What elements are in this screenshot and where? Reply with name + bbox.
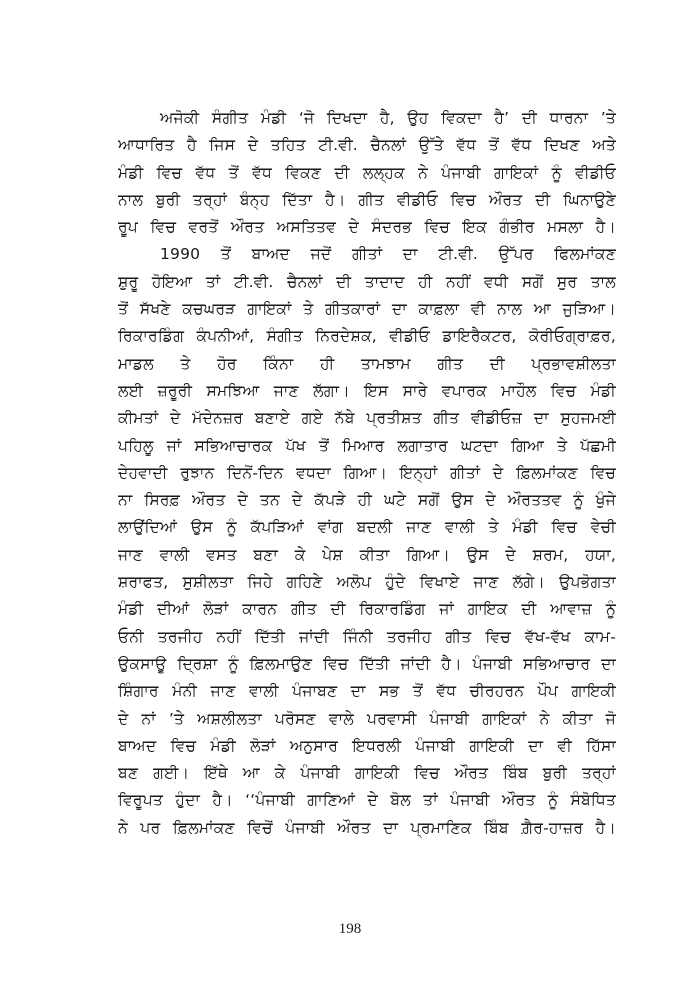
paragraph-2 xyxy=(118,241,616,896)
text-line: ਪਹਿਲੂ ਜਾਂ ਸਭਿਆਚਾਰਕ ਪੱਖ ਤੋਂ ਮਿਆਰ ਲਗਾਤਾਰ ਘਟਦਾ ਗਿਆ ਤੇ ਪੱਛਮੀ xyxy=(118,436,616,455)
text-line: ਆਧਾਰਿਤ ਹੈ ਜਿਸ ਦੇ ਤਹਿਤ ਟੀ.ਵੀ. ਚੈਨਲਾਂ ਉੱਤੇ ਵੱਧ ਤੋਂ ਵੱਧ ਦਿਖਣ ਅਤੇ xyxy=(118,136,616,155)
page-number: 198 xyxy=(338,921,362,937)
text-line: ਸ਼ਰਾਫਤ, ਸੁਸ਼ੀਲਤਾ ਜਿਹੇ ਗਹਿਣੇ ਅਲੋਪ ਹੁੰਦੇ ਵਿਖਾਏ ਜਾਣ ਲੱਗੇ। ਉਪਭੋਗਤਾ xyxy=(118,573,616,592)
text-line xyxy=(118,842,616,869)
text-line: ਬਣ ਗਈ। ਇੱਥੇ ਆ ਕੇ ਪੰਜਾਬੀ ਗਾਇਕੀ ਵਿਚ ਔਰਤ ਬਿੰਬ ਬੁਰੀ ਤਰ੍ਹਾਂ xyxy=(118,764,616,783)
text-line: 1990 ਤੋਂ ਬਾਅਦ ਜਦੋਂ ਗੀਤਾਂ ਦਾ ਟੀ.ਵੀ. ਉੱਪਰ ਫਿਲਮਾਂਕਣ xyxy=(160,245,616,264)
text-line: ਤੋਂ ਸੱਖਣੇ ਕਚਘਰੜ ਗਾਇਕਾਂ ਤੇ ਗੀਤਕਾਰਾਂ ਦਾ ਕਾਫ਼ਲਾ ਵੀ ਨਾਲ ਆ ਜੁੜਿਆ। xyxy=(118,300,616,319)
text-line: ਉਕਸਾਊ ਦ੍ਰਿਸ਼ਾ ਨੂੰ ਫ਼ਿਲਮਾਉਣ ਵਿਚ ਦਿੱਤੀ ਜਾਂਦੀ ਹੈ। ਪੰਜਾਬੀ ਸਭਿਆਚਾਰ ਦਾ xyxy=(118,654,616,673)
text-line: ਅਜੋਕੀ ਸੰਗੀਤ ਮੰਡੀ ‘ਜੋ ਦਿਖਦਾ ਹੈ, ਉਹ ਵਿਕਦਾ ਹੈ’ ਦੀ ਧਾਰਨਾ ’ਤੇ xyxy=(160,109,616,127)
text-line xyxy=(118,869,616,896)
text-line: ਸ਼ਿੰਗਾਰ ਮੰਨੀ ਜਾਣ ਵਾਲੀ ਪੰਜਾਬਣ ਦਾ ਸਭ ਤੋਂ ਵੱਧ ਚੀਰਹਰਨ ਪੌਪ ਗਾਇਕੀ xyxy=(118,682,616,701)
text-line: ਨਾ ਸਿਰਫ਼ ਔਰਤ ਦੇ ਤਨ ਦੇ ਕੱਪੜੇ ਹੀ ਘਟੇ ਸਗੋਂ ਉਸ ਦੇ ਔਰਤਤਵ ਨੂੰ ਖੁੰਜੇ xyxy=(118,491,616,510)
paragraph-1 xyxy=(118,105,616,241)
text-line: ਮਾਡਲ ਤੇ ਹੋਰ ਕਿੰਨਾ ਹੀ ਤਾਮਝਾਮ ਗੀਤ ਦੀ ਪ੍ਰਭਾਵਸ਼ੀਲਤਾ xyxy=(118,354,616,373)
text-line: ਸ਼ੁਰੂ ਹੋਇਆ ਤਾਂ ਟੀ.ਵੀ. ਚੈਨਲਾਂ ਦੀ ਤਾਦਾਦ ਹੀ ਨਹੀਂ ਵਧੀ ਸਗੋਂ ਸੁਰ ਤਾਲ xyxy=(118,272,616,291)
text-line: ਰਿਕਾਰਡਿੰਗ ਕੰਪਨੀਆਂ, ਸੰਗੀਤ ਨਿਰਦੇਸ਼ਕ, ਵੀਡੀਓ ਡਾਇਰੈਕਟਰ, ਕੋਰੀਓਗ੍ਰਾਫ਼ਰ, xyxy=(118,327,616,346)
text-line: ਦੇ ਨਾਂ ’ਤੇ ਅਸ਼ਲੀਲਤਾ ਪਰੋਸਣ ਵਾਲੇ ਪਰਵਾਸੀ ਪੰਜਾਬੀ ਗਾਇਕਾਂ ਨੇ ਕੀਤਾ ਜੋ xyxy=(118,709,616,728)
text-line: ਲਈ ਜ਼ਰੂਰੀ ਸਮਝਿਆ ਜਾਣ ਲੱਗਾ। ਇਸ ਸਾਰੇ ਵਪਾਰਕ ਮਾਹੌਲ ਵਿਚ ਮੰਡੀ xyxy=(118,381,616,400)
text-line: ਨਾਲ ਬੁਰੀ ਤਰ੍ਹਾਂ ਬੰਨ੍ਹ ਦਿੱਤਾ ਹੈ। ਗੀਤ ਵੀਡੀਓ ਵਿਚ ਔਰਤ ਦੀ ਘਿਨਾਉਣੇ xyxy=(118,190,616,209)
text-line: ਦੇਹਵਾਦੀ ਰੁਝਾਨ ਦਿਨੋਂ-ਦਿਨ ਵਧਦਾ ਗਿਆ। ਇਨ੍ਹਾਂ ਗੀਤਾਂ ਦੇ ਫ਼ਿਲਮਾਂਕਣ ਵਿਚ xyxy=(118,463,616,482)
text-line: ਵਿਰੂਪਤ ਹੁੰਦਾ ਹੈ। ‘‘ਪੰਜਾਬੀ ਗਾਣਿਆਂ ਦੇ ਬੋਲ ਤਾਂ ਪੰਜਾਬੀ ਔਰਤ ਨੂੰ ਸੰਬੋਧਿਤ xyxy=(118,791,616,810)
text-line: ਲਾਉਂਦਿਆਂ ਉਸ ਨੂੰ ਕੱਪੜਿਆਂ ਵਾਂਗ ਬਦਲੀ ਜਾਣ ਵਾਲੀ ਤੇ ਮੰਡੀ ਵਿਚ ਵੇਚੀ xyxy=(118,518,616,537)
body-text xyxy=(118,105,616,897)
text-line: ਜਾਣ ਵਾਲੀ ਵਸਤ ਬਣਾ ਕੇ ਪੇਸ਼ ਕੀਤਾ ਗਿਆ। ਉਸ ਦੇ ਸ਼ਰਮ, ਹਯਾ, xyxy=(118,545,616,564)
text-line: ਮੰਡੀ ਵਿਚ ਵੱਧ ਤੋਂ ਵੱਧ ਵਿਕਣ ਦੀ ਲਲ੍ਹਕ ਨੇ ਪੰਜਾਬੀ ਗਾਇਕਾਂ ਨੂੰ ਵੀਡੀਓ xyxy=(118,163,616,182)
text-line: ਮੰਡੀ ਦੀਆਂ ਲੋੜਾਂ ਕਾਰਨ ਗੀਤ ਦੀ ਰਿਕਾਰਡਿੰਗ ਜਾਂ ਗਾਇਕ ਦੀ ਆਵਾਜ਼ ਨੂੰ xyxy=(118,600,616,619)
text-line: ਰੂਪ ਵਿਚ ਵਰਤੋਂ ਔਰਤ ਅਸਤਿਤਵ ਦੇ ਸੰਦਰਭ ਵਿਚ ਇਕ ਗੰਭੀਰ ਮਸਲਾ ਹੈ। xyxy=(118,218,616,237)
text-line: ਓਨੀ ਤਰਜੀਹ ਨਹੀਂ ਦਿੱਤੀ ਜਾਂਦੀ ਜਿੰਨੀ ਤਰਜੀਹ ਗੀਤ ਵਿਚ ਵੱਖ-ਵੱਖ ਕਾਮ- xyxy=(118,627,616,646)
text-line: ਕੀਮਤਾਂ ਦੇ ਮੱਦੇਨਜ਼ਰ ਬਣਾਏ ਗਏ ਨੱਬੇ ਪ੍ਰਤੀਸ਼ਤ ਗੀਤ ਵੀਡੀਓਜ਼ ਦਾ ਸੁਹਜਮਈ xyxy=(118,409,616,428)
text-line: ਬਾਅਦ ਵਿਚ ਮੰਡੀ ਲੋੜਾਂ ਅਨੁਸਾਰ ਇਧਰਲੀ ਪੰਜਾਬੀ ਗਾਇਕੀ ਦਾ ਵੀ ਹਿੱਸਾ xyxy=(118,736,616,755)
text-line: ਨੇ ਪਰ ਫ਼ਿਲਮਾਂਕਣ ਵਿਚੋਂ ਪੰਜਾਬੀ ਔਰਤ ਦਾ ਪ੍ਰਮਾਣਿਕ ਬਿੰਬ ਗ਼ੈਰ-ਹਾਜ਼ਰ ਹੈ। xyxy=(118,818,616,837)
